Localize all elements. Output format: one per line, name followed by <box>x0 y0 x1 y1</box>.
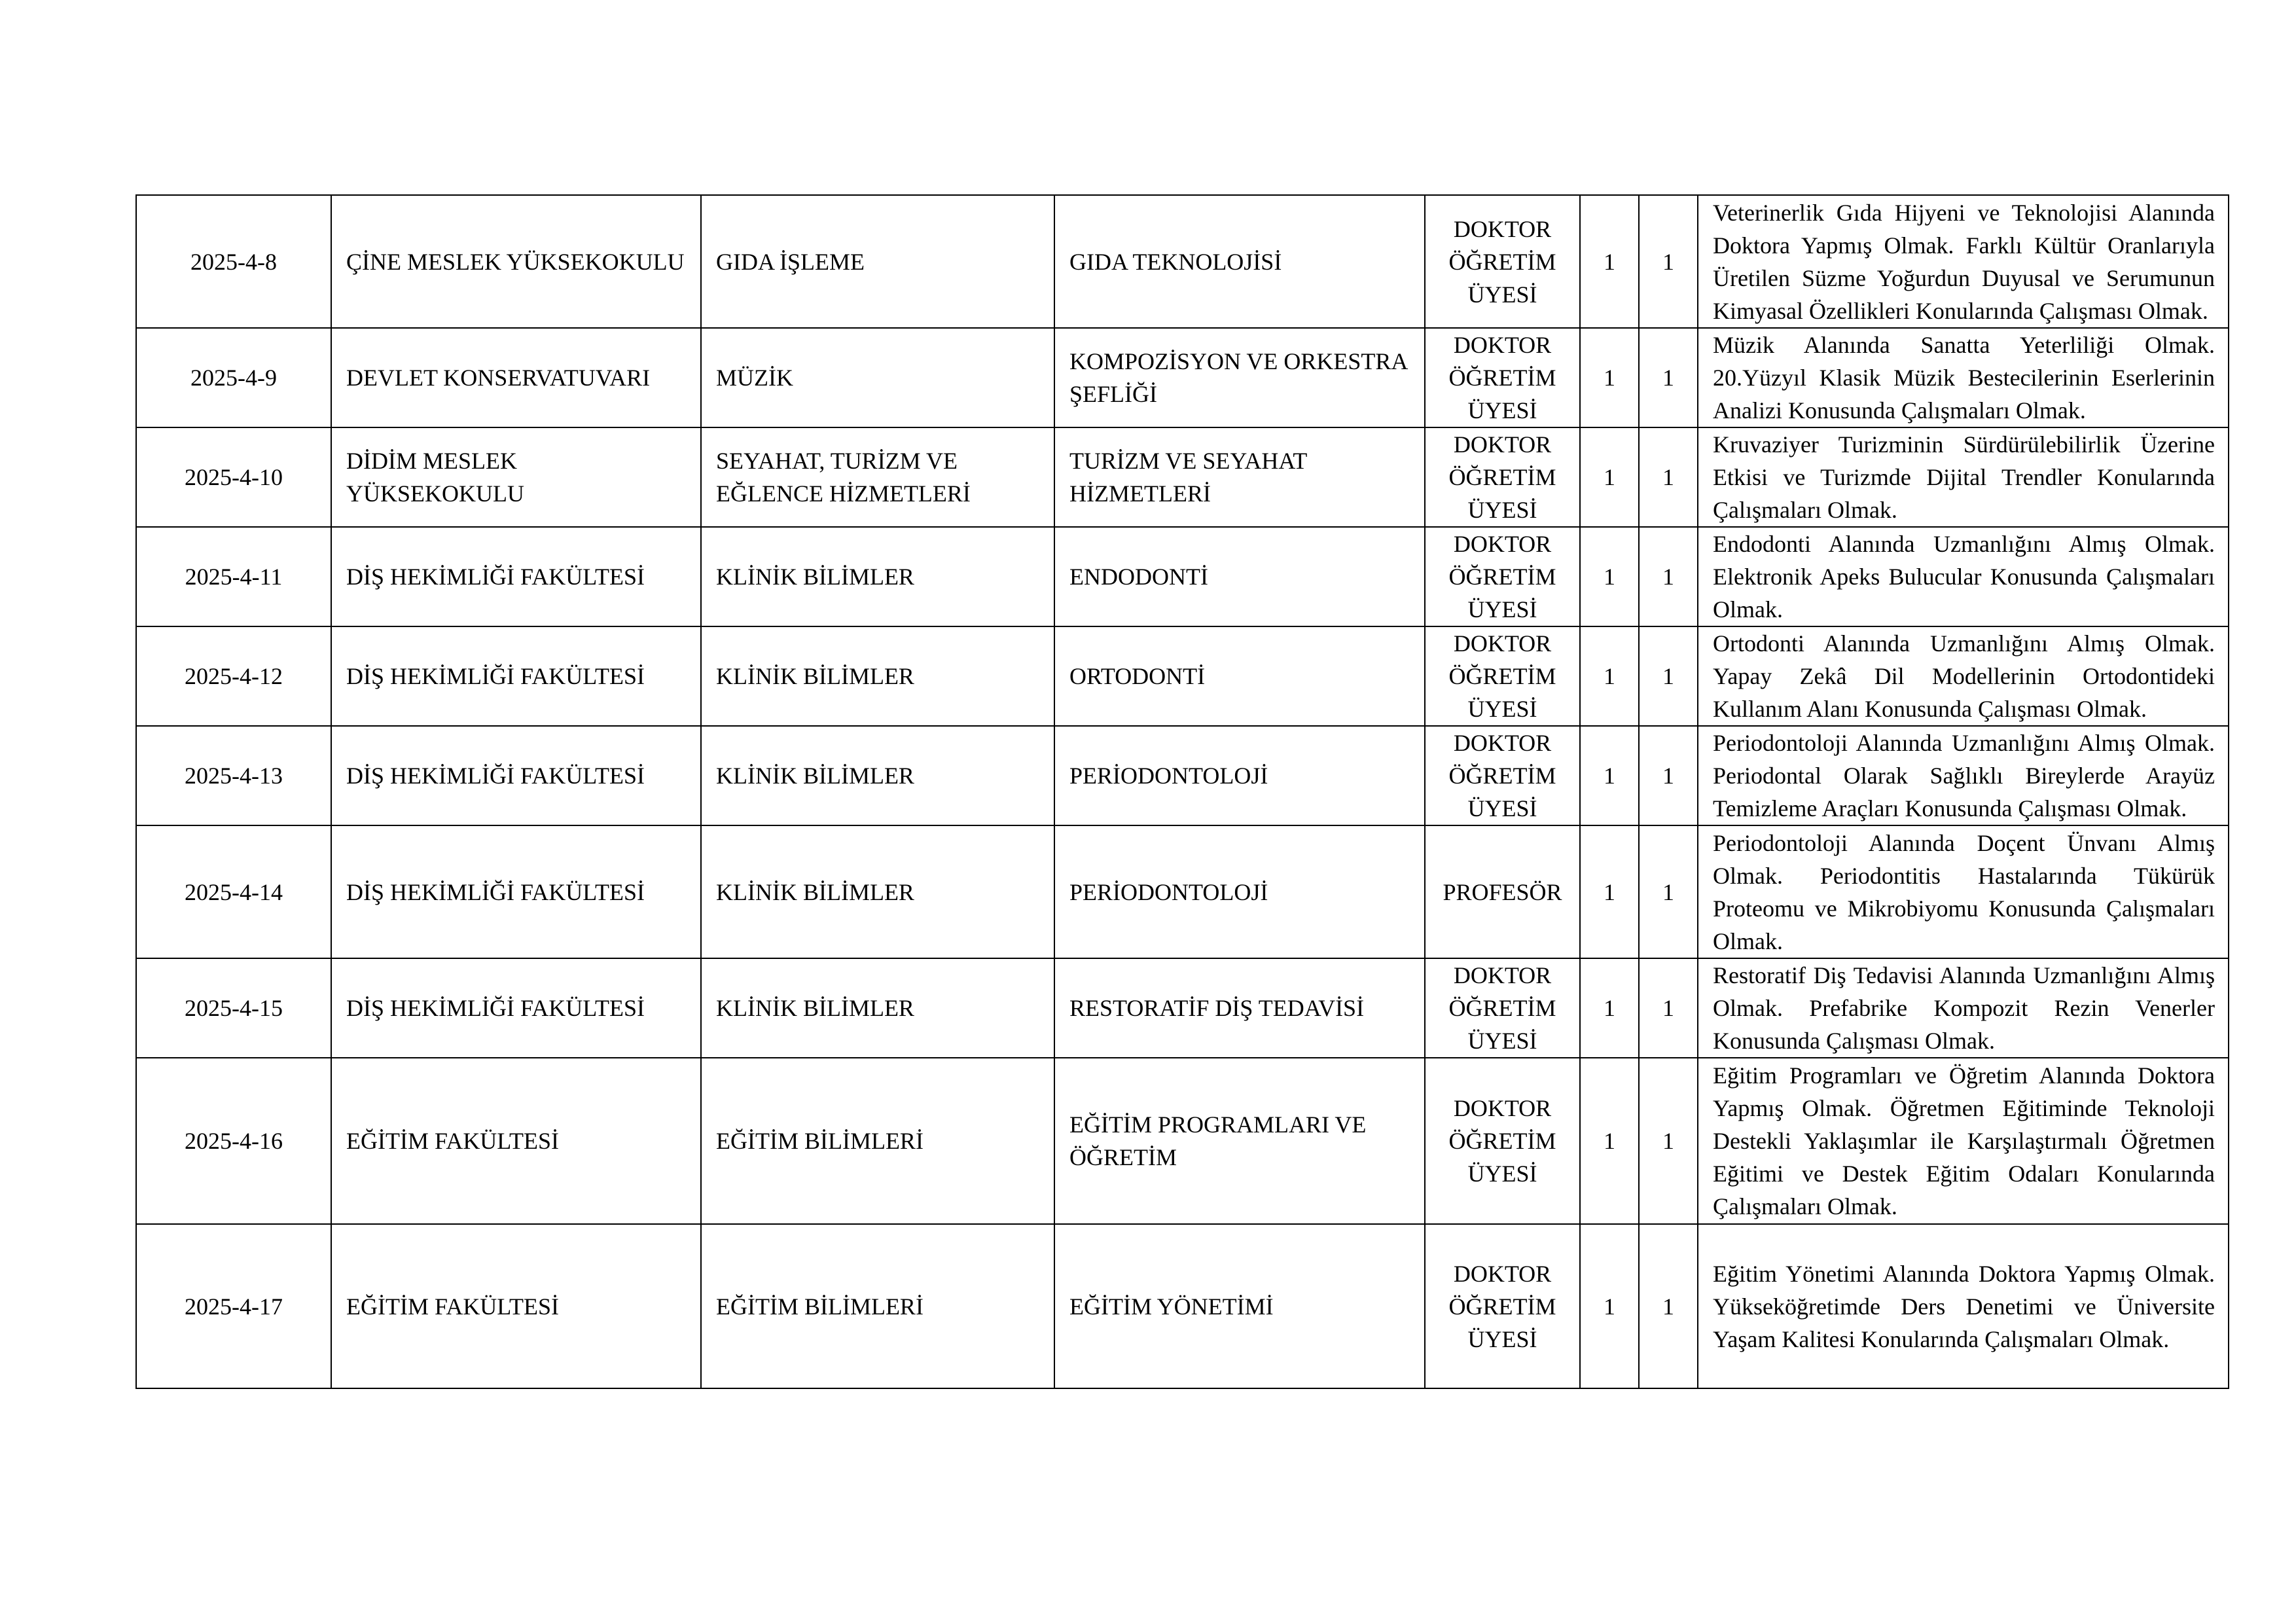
table-row <box>136 427 2229 527</box>
position-count: 1 <box>1639 825 1698 958</box>
division-name: TURİZM VE SEYAHAT HİZMETLERİ <box>1054 427 1425 527</box>
position-count: 1 <box>1639 626 1698 726</box>
requirement-text: Kruvaziyer Turizminin Sürdürülebilirlik Üzerine Etkisi ve Turizmde Dijital Trendler Konularında Çalışmaları Olmak. <box>1698 427 2229 527</box>
division-name: ENDODONTİ <box>1054 527 1425 626</box>
position-number: 2025-4-15 <box>136 958 331 1058</box>
division-name: RESTORATİF DİŞ TEDAVİSİ <box>1054 958 1425 1058</box>
academic-title: PROFESÖR <box>1425 825 1580 958</box>
position-count: 1 <box>1580 726 1639 825</box>
position-number: 2025-4-16 <box>136 1058 331 1224</box>
academic-title: DOKTOR ÖĞRETİM ÜYESİ <box>1425 427 1580 527</box>
division-name: EĞİTİM PROGRAMLARI VE ÖĞRETİM <box>1054 1058 1425 1224</box>
position-count: 1 <box>1580 1058 1639 1224</box>
table-row <box>136 1224 2229 1388</box>
department-name: KLİNİK BİLİMLER <box>701 825 1054 958</box>
division-name: GIDA TEKNOLOJİSİ <box>1054 195 1425 328</box>
requirement-text: Ortodonti Alanında Uzmanlığını Almış Olmak. Yapay Zekâ Dil Modellerinin Ortodontideki Kullanım Alanı Konusunda Çalışması Olmak. <box>1698 626 2229 726</box>
table-body <box>136 195 2229 1388</box>
position-count: 1 <box>1580 427 1639 527</box>
position-count: 1 <box>1639 527 1698 626</box>
requirement-text: Eğitim Yönetimi Alanında Doktora Yapmış Olmak. Yükseköğretimde Ders Denetimi ve Üniversite Yaşam Kalitesi Konularında Çalışmaları Olmak. <box>1698 1224 2229 1388</box>
table-row <box>136 958 2229 1058</box>
division-name: PERİODONTOLOJİ <box>1054 825 1425 958</box>
unit-name: DİŞ HEKİMLİĞİ FAKÜLTESİ <box>331 958 701 1058</box>
position-number: 2025-4-9 <box>136 328 331 427</box>
department-name: EĞİTİM BİLİMLERİ <box>701 1058 1054 1224</box>
position-count: 1 <box>1580 1224 1639 1388</box>
department-name: SEYAHAT, TURİZM VE EĞLENCE HİZMETLERİ <box>701 427 1054 527</box>
department-name: KLİNİK BİLİMLER <box>701 726 1054 825</box>
requirement-text: Eğitim Programları ve Öğretim Alanında Doktora Yapmış Olmak. Öğretmen Eğitiminde Teknoloji Destekli Yaklaşımlar ile Karşılaştırmalı Öğretmen Eğitimi ve Destek Eğitim Odaları Konularında Çalışmaları Olmak. <box>1698 1058 2229 1224</box>
position-count: 1 <box>1639 328 1698 427</box>
position-count: 1 <box>1580 527 1639 626</box>
position-count: 1 <box>1639 726 1698 825</box>
table-row <box>136 195 2229 328</box>
requirement-text: Periodontoloji Alanında Uzmanlığını Almış Olmak. Periodontal Olarak Sağlıklı Bireylerde Arayüz Temizleme Araçları Konusunda Çalışması Olmak. <box>1698 726 2229 825</box>
table-row <box>136 726 2229 825</box>
requirement-text: Endodonti Alanında Uzmanlığını Almış Olmak. Elektronik Apeks Bulucular Konusunda Çalışmaları Olmak. <box>1698 527 2229 626</box>
position-count: 1 <box>1639 195 1698 328</box>
division-name: PERİODONTOLOJİ <box>1054 726 1425 825</box>
academic-title: DOKTOR ÖĞRETİM ÜYESİ <box>1425 1224 1580 1388</box>
position-number: 2025-4-14 <box>136 825 331 958</box>
department-name: GIDA İŞLEME <box>701 195 1054 328</box>
academic-title: DOKTOR ÖĞRETİM ÜYESİ <box>1425 1058 1580 1224</box>
division-name: EĞİTİM YÖNETİMİ <box>1054 1224 1425 1388</box>
position-number: 2025-4-17 <box>136 1224 331 1388</box>
position-count: 1 <box>1580 958 1639 1058</box>
department-name: KLİNİK BİLİMLER <box>701 626 1054 726</box>
academic-title: DOKTOR ÖĞRETİM ÜYESİ <box>1425 195 1580 328</box>
position-count: 1 <box>1639 958 1698 1058</box>
table-row <box>136 1058 2229 1224</box>
table-row <box>136 825 2229 958</box>
position-number: 2025-4-13 <box>136 726 331 825</box>
requirement-text: Periodontoloji Alanında Doçent Ünvanı Almış Olmak. Periodontitis Hastalarında Tükürük Proteomu ve Mikrobiyomu Konusunda Çalışmaları Olmak. <box>1698 825 2229 958</box>
position-table <box>135 194 2229 1389</box>
division-name: ORTODONTİ <box>1054 626 1425 726</box>
department-name: MÜZİK <box>701 328 1054 427</box>
table-row <box>136 527 2229 626</box>
academic-title: DOKTOR ÖĞRETİM ÜYESİ <box>1425 328 1580 427</box>
position-count: 1 <box>1639 1058 1698 1224</box>
unit-name: DEVLET KONSERVATUVARI <box>331 328 701 427</box>
department-name: EĞİTİM BİLİMLERİ <box>701 1224 1054 1388</box>
academic-title: DOKTOR ÖĞRETİM ÜYESİ <box>1425 527 1580 626</box>
unit-name: DİŞ HEKİMLİĞİ FAKÜLTESİ <box>331 527 701 626</box>
table-row <box>136 626 2229 726</box>
department-name: KLİNİK BİLİMLER <box>701 527 1054 626</box>
unit-name: DİDİM MESLEK YÜKSEKOKULU <box>331 427 701 527</box>
requirement-text: Müzik Alanında Sanatta Yeterliliği Olmak. 20.Yüzyıl Klasik Müzik Bestecilerinin Eserlerinin Analizi Konusunda Çalışmaları Olmak. <box>1698 328 2229 427</box>
position-number: 2025-4-11 <box>136 527 331 626</box>
unit-name: DİŞ HEKİMLİĞİ FAKÜLTESİ <box>331 825 701 958</box>
academic-title: DOKTOR ÖĞRETİM ÜYESİ <box>1425 958 1580 1058</box>
requirement-text: Veterinerlik Gıda Hijyeni ve Teknolojisi Alanında Doktora Yapmış Olmak. Farklı Kültür Oranlarıyla Üretilen Süzme Yoğurdun Duyusal ve Serumunun Kimyasal Özellikleri Konularında Çalışması Olmak. <box>1698 195 2229 328</box>
position-count: 1 <box>1580 195 1639 328</box>
academic-title: DOKTOR ÖĞRETİM ÜYESİ <box>1425 726 1580 825</box>
department-name: KLİNİK BİLİMLER <box>701 958 1054 1058</box>
division-name: KOMPOZİSYON VE ORKESTRA ŞEFLİĞİ <box>1054 328 1425 427</box>
unit-name: EĞİTİM FAKÜLTESİ <box>331 1058 701 1224</box>
position-count: 1 <box>1580 328 1639 427</box>
position-number: 2025-4-8 <box>136 195 331 328</box>
unit-name: EĞİTİM FAKÜLTESİ <box>331 1224 701 1388</box>
position-count: 1 <box>1580 626 1639 726</box>
table-row <box>136 328 2229 427</box>
position-count: 1 <box>1639 1224 1698 1388</box>
unit-name: ÇİNE MESLEK YÜKSEKOKULU <box>331 195 701 328</box>
position-number: 2025-4-10 <box>136 427 331 527</box>
academic-title: DOKTOR ÖĞRETİM ÜYESİ <box>1425 626 1580 726</box>
position-number: 2025-4-12 <box>136 626 331 726</box>
position-count: 1 <box>1639 427 1698 527</box>
unit-name: DİŞ HEKİMLİĞİ FAKÜLTESİ <box>331 626 701 726</box>
unit-name: DİŞ HEKİMLİĞİ FAKÜLTESİ <box>331 726 701 825</box>
requirement-text: Restoratif Diş Tedavisi Alanında Uzmanlığını Almış Olmak. Prefabrike Kompozit Rezin Venerler Konusunda Çalışması Olmak. <box>1698 958 2229 1058</box>
position-count: 1 <box>1580 825 1639 958</box>
